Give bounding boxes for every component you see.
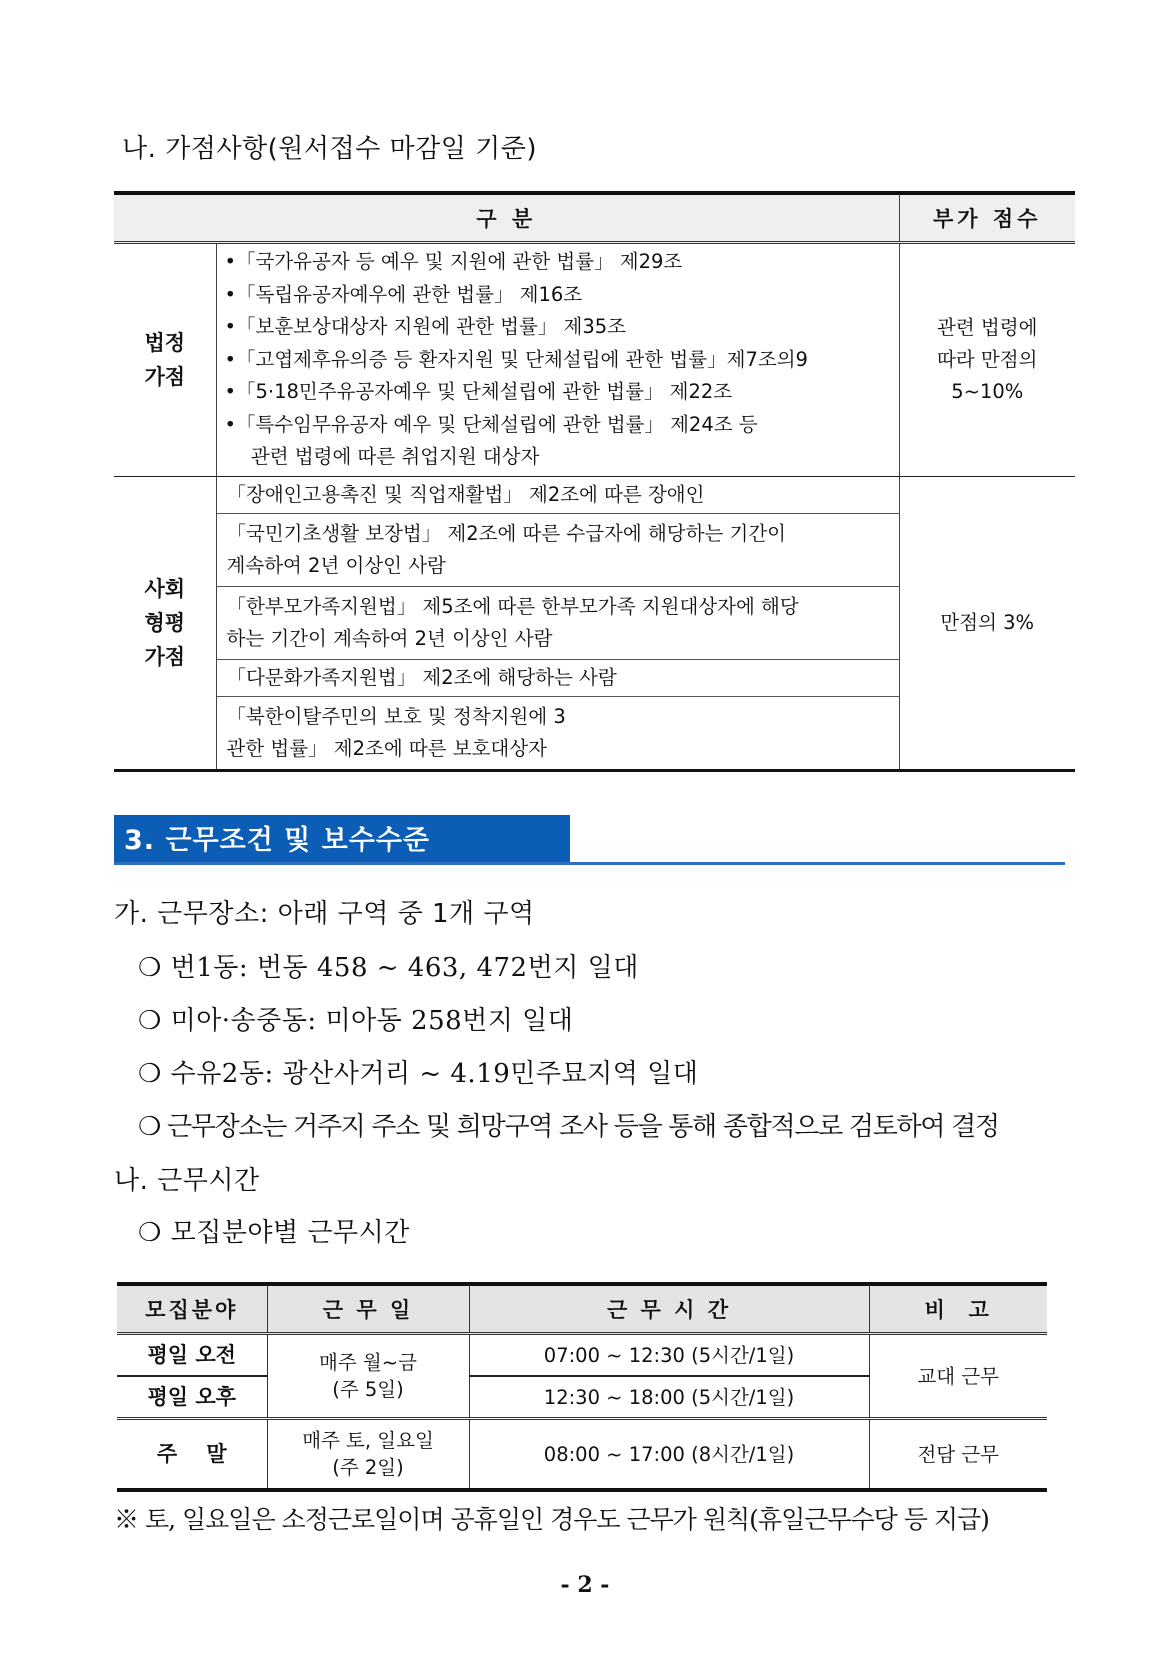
table-header-row <box>117 1284 1047 1334</box>
location-item: ❍ 번1동: 번동 458 ~ 463, 472번지 일대 <box>138 953 639 983</box>
bonus-section-heading: 나. 가점사항(원서접수 마감일 기준) <box>122 134 537 164</box>
header-workdays: 근 무 일 <box>267 1284 469 1334</box>
table-row-weekday-morning <box>117 1334 1047 1377</box>
location-item: ❍ 수유2동: 광산사거리 ~ 4.19민주묘지역 일대 <box>138 1059 699 1089</box>
hours-weekday-morning: 07:00 ~ 12:30 (5시간/1일) <box>469 1334 869 1377</box>
workdays-weekday: 매주 월~금 (주 5일) <box>267 1334 469 1419</box>
table-row-weekend <box>117 1419 1047 1491</box>
list-item: •「보훈보상대상자 지원에 관한 법률」 제35조 <box>224 315 627 338</box>
list-item: 「북한이탈주민의 보호 및 정착지원에 3 관한 법률」 제2조에 따른 보호대상자 <box>226 704 566 760</box>
location-item: ❍ 근무장소는 거주지 주소 및 희망구역 조사 등을 통해 종합적으로 검토하여 결정 <box>138 1112 999 1142</box>
header-category: 구 분 <box>114 193 899 243</box>
hours-weekend: 08:00 ~ 17:00 (8시간/1일) <box>469 1419 869 1491</box>
weekend-work-note: ※ 토, 일요일은 소정근로일이며 공휴일인 경우도 근무가 원칙(휴일근무수당 등 지급) <box>114 1505 989 1534</box>
section-banner-underline <box>114 862 1065 865</box>
legal-bonus-points: 관련 법령에 따라 만점의 5~10% <box>899 243 1075 477</box>
remarks-weekend: 전담 근무 <box>869 1419 1047 1491</box>
list-item: 「장애인고용촉진 및 직업재활법」 제2조에 따른 장애인 <box>216 476 899 513</box>
social-equity-bonus-points: 만점의 3% <box>899 476 1075 770</box>
page-number: - 2 - <box>560 1572 610 1598</box>
list-item: 「다문화가족지원법」 제2조에 해당하는 사람 <box>216 659 899 696</box>
list-item: •「5·18민주유공자예우 및 단체설립에 관한 법률」 제22조 <box>224 380 733 403</box>
table-header-row <box>114 193 1075 243</box>
header-points: 부가 점수 <box>899 193 1075 243</box>
list-item: •「고엽제후유의증 등 환자지원 및 단체설립에 관한 법률」제7조의9 <box>224 347 808 371</box>
field-weekday-afternoon: 평일 오후 <box>117 1376 267 1419</box>
list-item: 「국민기초생활 보장법」 제2조에 따른 수급자에 해당하는 기간이 계속하여 2년 이상인 사람 <box>216 513 899 586</box>
table-row-social-equity-1 <box>114 476 1075 513</box>
work-hours-bullet: ❍ 모집분야별 근무시간 <box>138 1218 410 1248</box>
hours-weekday-afternoon: 12:30 ~ 18:00 (5시간/1일) <box>469 1376 869 1419</box>
bonus-points-table <box>114 191 1075 772</box>
list-item: •「특수임무유공자 예우 및 단체설립에 관한 법률」 제24조 등 <box>224 412 758 436</box>
header-field: 모집분야 <box>117 1284 267 1334</box>
field-weekend: 주 말 <box>117 1419 267 1491</box>
remarks-weekday: 교대 근무 <box>869 1334 1047 1419</box>
list-item: 「한부모가족지원법」 제5조에 따른 한부모가족 지원대상자에 해당 하는 기간이 계속하여 2년 이상인 사람 <box>216 586 899 659</box>
work-hours-heading: 나. 근무시간 <box>114 1166 260 1196</box>
category-social-equity-bonus: 사회 형평 가점 <box>114 476 216 770</box>
location-item: ❍ 미아·송중동: 미아동 258번지 일대 <box>138 1006 574 1036</box>
legal-bonus-law-list <box>216 243 899 477</box>
list-item: 관련 법령에 따른 취업지원 대상자 <box>238 445 540 468</box>
work-hours-table <box>117 1282 1047 1492</box>
category-legal-bonus: 법정 가점 <box>114 243 216 477</box>
header-workhours: 근 무 시 간 <box>469 1284 869 1334</box>
field-weekday-morning: 평일 오전 <box>147 1342 236 1367</box>
list-item: •「독립유공자예우에 관한 법률」 제16조 <box>224 282 583 306</box>
table-row-legal-bonus <box>114 243 1075 477</box>
work-location-heading: 가. 근무장소: 아래 구역 중 1개 구역 <box>114 899 535 929</box>
header-remarks: 비 고 <box>869 1284 1047 1334</box>
workdays-weekend: 매주 토, 일요일 (주 2일) <box>267 1419 469 1491</box>
list-item: •「국가유공자 등 예우 및 지원에 관한 법률」 제29조 <box>224 250 683 273</box>
section-title: 3. 근무조건 및 보수수준 <box>124 825 430 856</box>
